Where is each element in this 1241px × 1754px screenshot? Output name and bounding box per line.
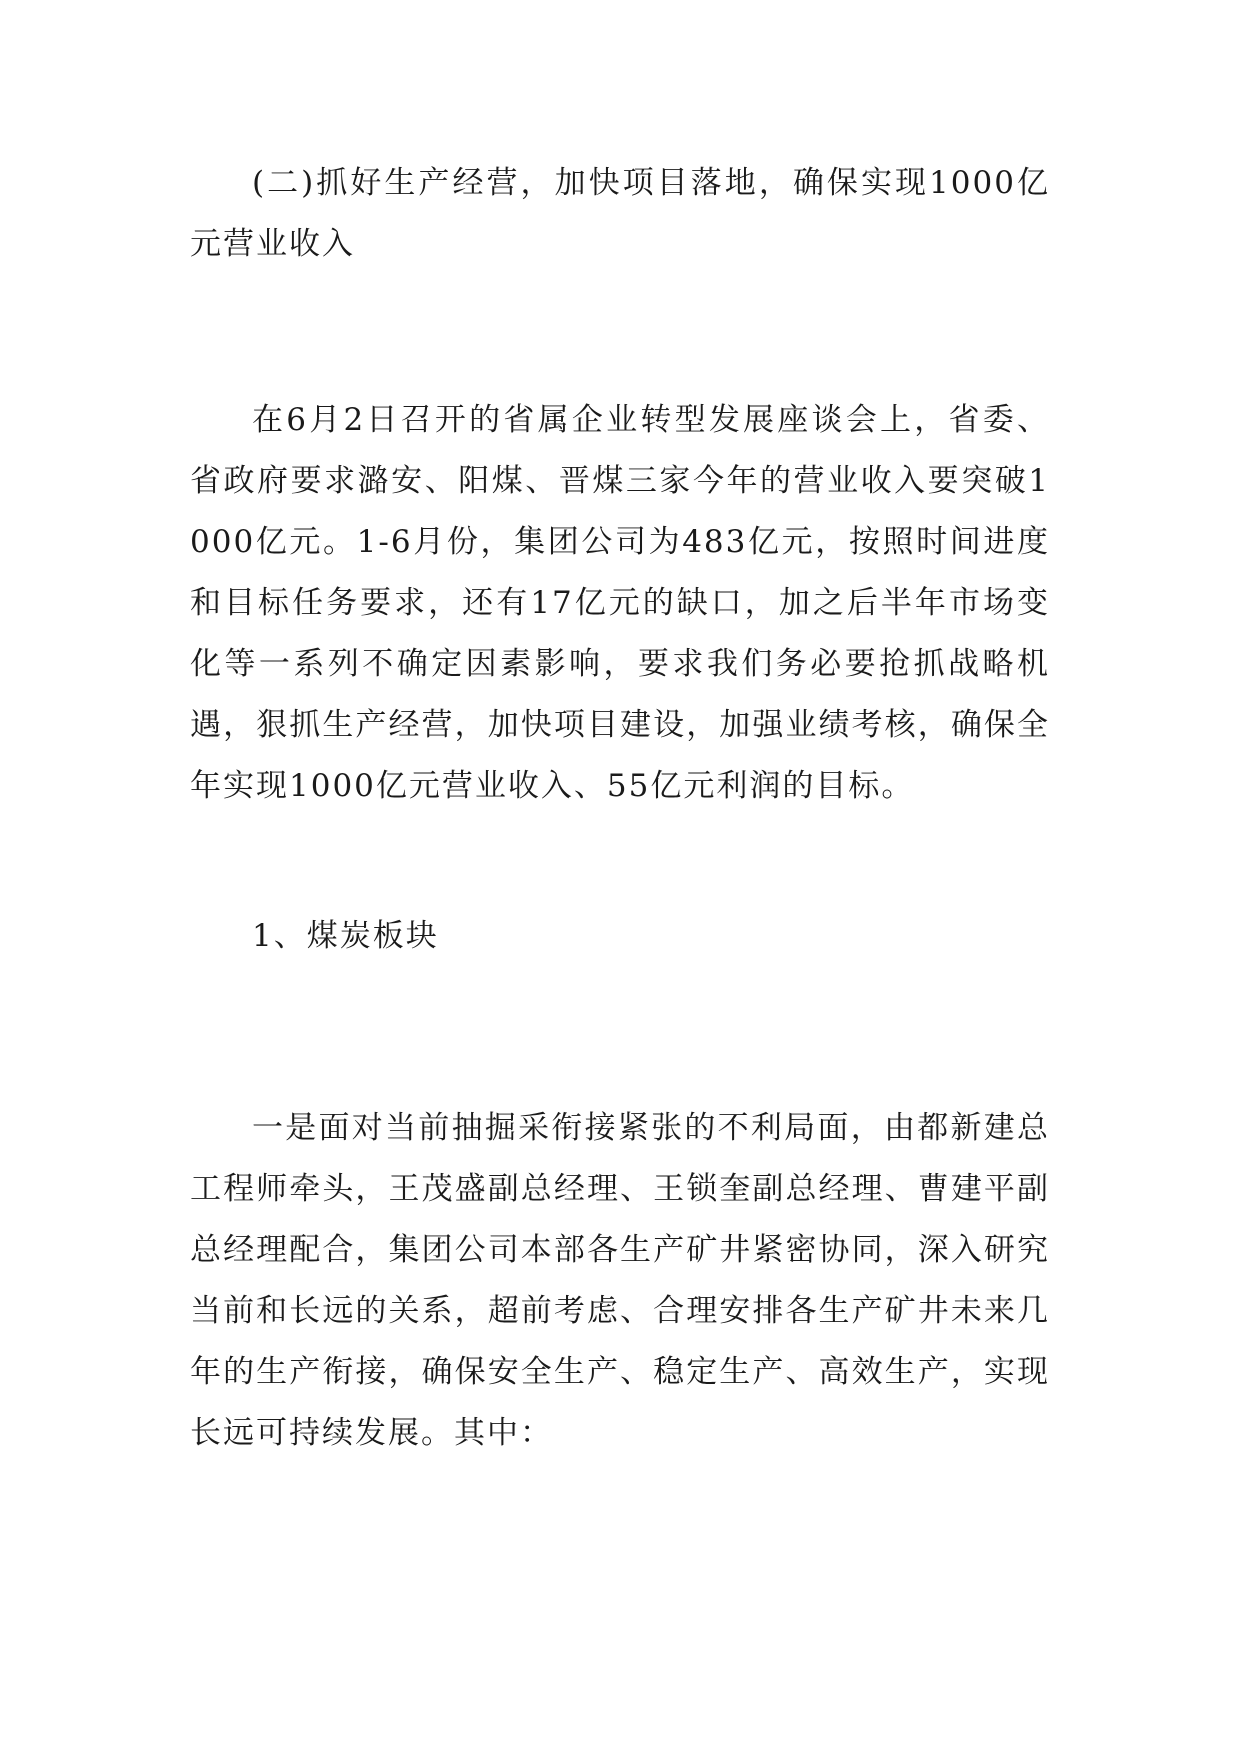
section-heading: (二)抓好生产经营，加快项目落地，确保实现1000亿元营业收入 bbox=[190, 165, 1050, 262]
body-paragraph: 一是面对当前抽掘采衔接紧张的不利局面，由都新建总工程师牵头，王茂盛副总经理、王锁奎副总经理、曹建平副总经理配合，集团公司本部各生产矿井紧密协同，深入研究当前和长远的关系，超前考虑、合理安排各生产矿井未来几年的生产衔接，确保安全生产、稳定生产、高效生产，实现长远可持续发展。其中： bbox=[190, 1110, 1050, 1451]
subsection-heading: 1、煤炭板块 bbox=[252, 918, 439, 954]
body-paragraph: 在6月2日召开的省属企业转型发展座谈会上，省委、省政府要求潞安、阳煤、晋煤三家今年的营业收入要突破1000亿元。1-6月份，集团公司为483亿元，按照时间进度和目标任务要求，还有17亿元的缺口，加之后半年市场变化等一系列不确定因素影响，要求我们务必要抢抓战略机遇，狠抓生产经营，加快项目建设，加强业绩考核，确保全年实现1000亿元营业收入、55亿元利润的目标。 bbox=[190, 402, 1050, 804]
